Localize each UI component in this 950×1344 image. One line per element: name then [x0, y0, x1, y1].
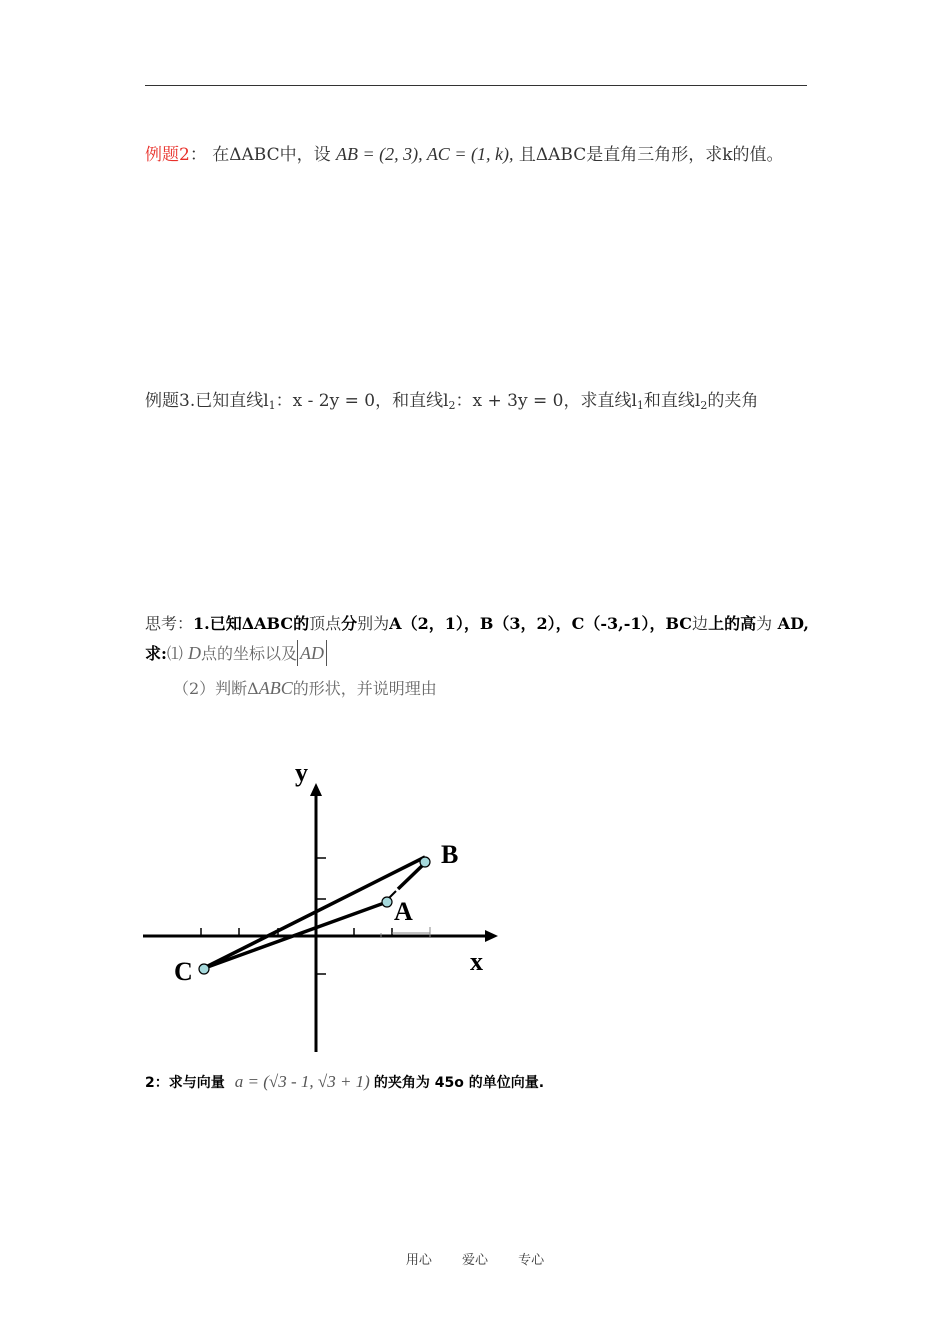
- page-footer: [0, 1249, 950, 1268]
- think-normal-3: 边: [692, 614, 709, 633]
- header-rule: [145, 85, 807, 86]
- think-line-1: [145, 611, 809, 634]
- point-a-marker: [382, 897, 392, 907]
- think-line-3: [173, 676, 437, 699]
- example-2-text2: 且ΔABC是直角三角形，求k的值。: [518, 145, 784, 165]
- think-item2: （2）判断Δ: [173, 679, 259, 698]
- coordinate-graph: [140, 755, 510, 1065]
- point-b-marker: [420, 857, 430, 867]
- think-prefix: 思考：: [145, 614, 194, 633]
- think-mid: 点的坐标以及: [201, 644, 298, 663]
- point-c-label: C: [174, 957, 193, 986]
- example-3-sub1: 1: [268, 399, 276, 412]
- x-axis-arrow: [485, 930, 498, 942]
- think-normal-2: 别为: [357, 614, 390, 633]
- think-d: D: [188, 643, 202, 663]
- think-bold-2: 分: [341, 614, 358, 633]
- think-normal-4: 为: [756, 614, 773, 633]
- think-end: 的形状，并说明理由: [292, 679, 437, 698]
- point-b-label: B: [441, 840, 459, 869]
- axes: [143, 783, 498, 1052]
- example-3-sub2: 2: [448, 399, 456, 412]
- example-2-label: 例题2: [145, 145, 190, 165]
- y-axis-label: y: [295, 758, 308, 787]
- example-2: [145, 140, 784, 165]
- think-bold-1: 1.已知ΔABC的: [193, 614, 310, 633]
- example-3-sub3: 1: [636, 399, 644, 412]
- example-3-suffix: 的夹角: [707, 391, 759, 411]
- think-normal-1: 顶点: [309, 614, 342, 633]
- question-2-formula: a = (√3 - 1, √3 + 1): [234, 1072, 370, 1091]
- think-ad: AD,: [772, 614, 809, 633]
- question-2-prefix: 2：求与向量: [145, 1075, 225, 1091]
- footer-item: 用心: [405, 1253, 432, 1268]
- segment-cb: [202, 857, 425, 969]
- example-3-sub4: 2: [700, 399, 708, 412]
- example-3-mid: 和直线l: [643, 391, 701, 411]
- y-axis-arrow: [310, 783, 322, 796]
- point-c-marker: [199, 964, 209, 974]
- triangle: [202, 857, 425, 969]
- abs-ad: AD: [297, 640, 327, 666]
- think-points: A（2，1），B（3，2），C（-3,-1），BC: [389, 614, 693, 633]
- example-3-prefix: 例题3.已知直线l: [145, 391, 269, 411]
- think-abc: ABC: [258, 678, 293, 698]
- example-3-eq2: ：x + 3y = 0，求直线l: [455, 391, 637, 411]
- think-bold-4: 上的高: [708, 614, 757, 633]
- footer-item: 专心: [518, 1253, 545, 1268]
- example-2-formula: AB = (2, 3), AC = (1, k),: [336, 144, 514, 164]
- example-2-colon: ：: [189, 145, 207, 165]
- think-line-2: [145, 640, 327, 666]
- think-item1: ⑴: [166, 644, 189, 663]
- footer-item: 爱心: [461, 1253, 488, 1268]
- example-3-eq1: ：x - 2y = 0，和直线l: [275, 391, 449, 411]
- x-axis-label: x: [470, 947, 483, 976]
- question-2-suffix: 的夹角为 45o 的单位向量.: [373, 1075, 545, 1091]
- question-2: [145, 1072, 544, 1092]
- point-a-label: A: [394, 897, 413, 926]
- example-3: [145, 386, 758, 412]
- think-ask: 求:: [145, 644, 167, 663]
- example-2-text1: 在ΔABC中，设: [212, 145, 331, 165]
